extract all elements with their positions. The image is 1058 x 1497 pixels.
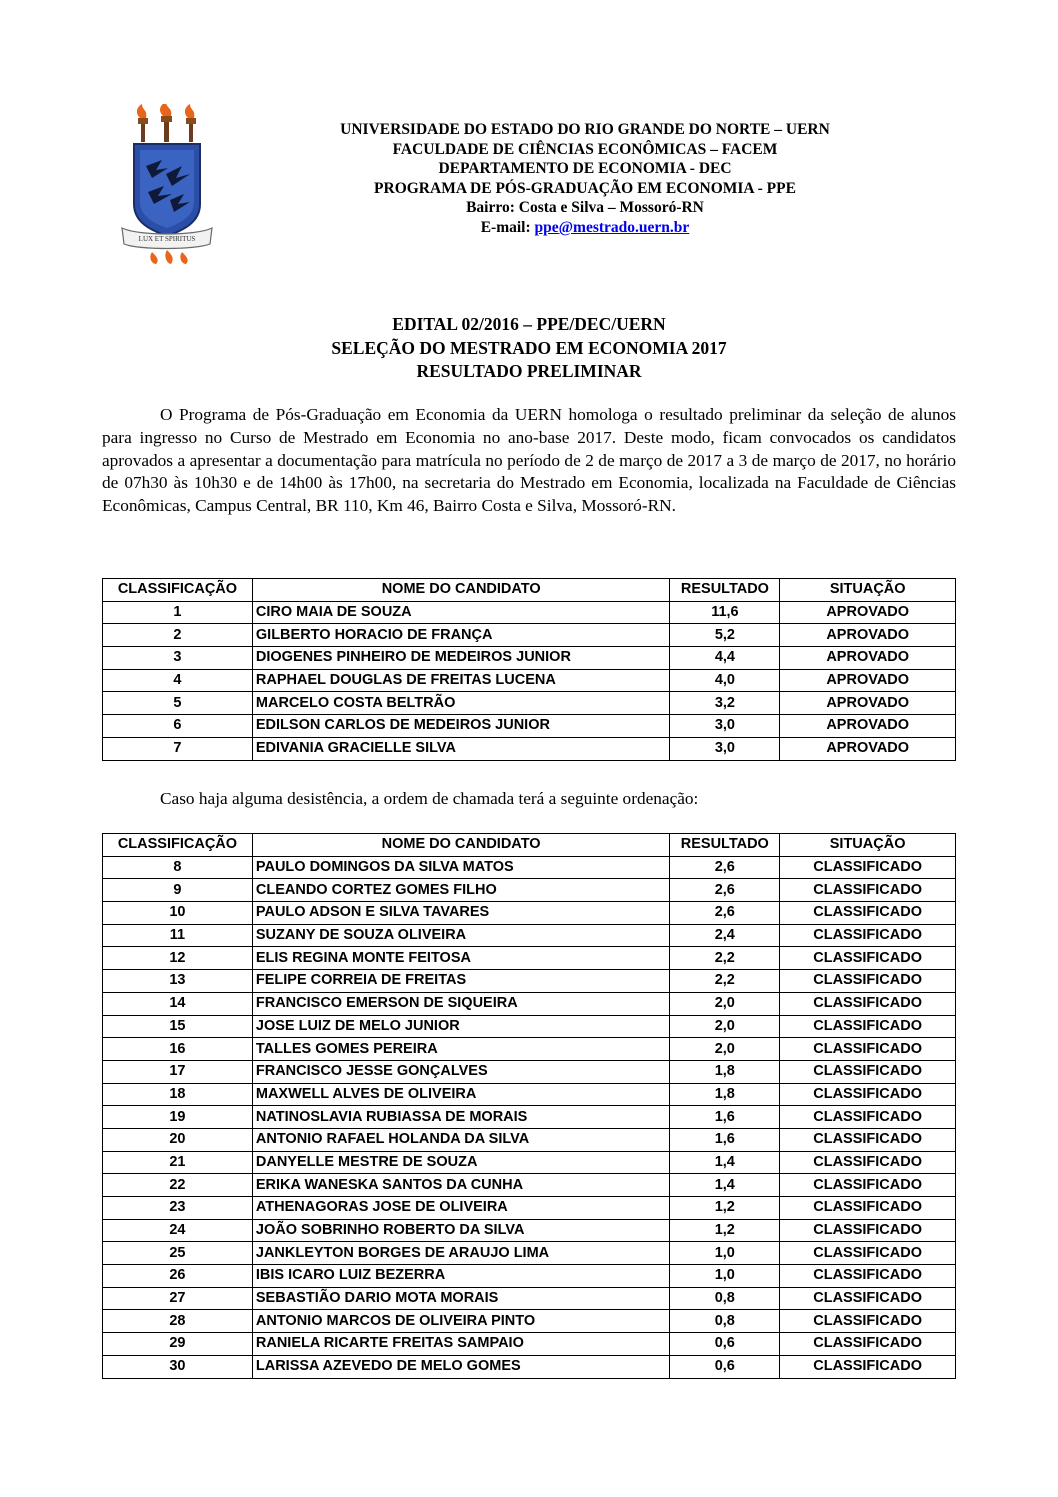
cell-status: APROVADO (780, 669, 956, 692)
table-row (103, 1128, 956, 1151)
cell-status: CLASSIFICADO (780, 1265, 956, 1288)
cell-result: 0,8 (670, 1310, 780, 1333)
cell-candidate-name: GILBERTO HORACIO DE FRANÇA (252, 624, 670, 647)
cell-status: CLASSIFICADO (780, 1174, 956, 1197)
cell-candidate-name: PAULO ADSON E SILVA TAVARES (252, 902, 669, 925)
institution-header (260, 120, 910, 238)
cell-result: 0,6 (670, 1355, 780, 1378)
cell-candidate-name: ATHENAGORAS JOSE DE OLIVEIRA (252, 1197, 669, 1220)
cell-result: 1,8 (670, 1083, 780, 1106)
cell-classification: 2 (103, 624, 253, 647)
cell-classification: 14 (103, 992, 253, 1015)
table-row (103, 624, 956, 647)
cell-status: CLASSIFICADO (780, 879, 956, 902)
column-header-result: RESULTADO (670, 579, 780, 602)
email-link[interactable]: ppe@mestrado.uern.br (534, 218, 690, 236)
column-header-status: SITUAÇÃO (780, 834, 956, 857)
cell-classification: 16 (103, 1038, 253, 1061)
cell-classification: 21 (103, 1151, 253, 1174)
cell-candidate-name: ANTONIO RAFAEL HOLANDA DA SILVA (252, 1128, 669, 1151)
cell-classification: 27 (103, 1287, 253, 1310)
cell-result: 3,2 (670, 692, 780, 715)
cell-classification: 13 (103, 970, 253, 993)
cell-candidate-name: DANYELLE MESTRE DE SOUZA (252, 1151, 669, 1174)
cell-result: 2,2 (670, 947, 780, 970)
table-row (103, 715, 956, 738)
cell-candidate-name: SUZANY DE SOUZA OLIVEIRA (252, 924, 669, 947)
edital-number: EDITAL 02/2016 – PPE/DEC/UERN (392, 314, 666, 334)
email-line (260, 218, 910, 238)
cell-classification: 1 (103, 601, 253, 624)
cell-candidate-name: EDILSON CARLOS DE MEDEIROS JUNIOR (252, 715, 670, 738)
cell-status: CLASSIFICADO (780, 970, 956, 993)
cell-status: CLASSIFICADO (780, 1038, 956, 1061)
cell-classification: 10 (103, 902, 253, 925)
table-row (103, 856, 956, 879)
table-row (103, 1310, 956, 1333)
selection-title: SELEÇÃO DO MESTRADO EM ECONOMIA 2017 (331, 337, 727, 358)
table-row (103, 737, 956, 760)
cell-candidate-name: FELIPE CORREIA DE FREITAS (252, 970, 669, 993)
cell-candidate-name: NATINOSLAVIA RUBIASSA DE MORAIS (252, 1106, 669, 1129)
cell-candidate-name: PAULO DOMINGOS DA SILVA MATOS (252, 856, 669, 879)
faculty-name: FACULDADE DE CIÊNCIAS ECONÔMICAS – FACEM (392, 140, 778, 158)
cell-status: CLASSIFICADO (780, 1197, 956, 1220)
cell-status: CLASSIFICADO (780, 1355, 956, 1378)
result-title: RESULTADO PRELIMINAR (416, 361, 642, 381)
cell-result: 2,6 (670, 879, 780, 902)
cell-status: CLASSIFICADO (780, 1333, 956, 1356)
cell-classification: 30 (103, 1355, 253, 1378)
table-row (103, 1106, 956, 1129)
flame-icon (150, 250, 187, 264)
email-label: E-mail: (480, 218, 535, 236)
cell-status: APROVADO (780, 647, 956, 670)
cell-candidate-name: MAXWELL ALVES DE OLIVEIRA (252, 1083, 669, 1106)
cell-candidate-name: SEBASTIÃO DARIO MOTA MORAIS (252, 1287, 669, 1310)
cell-candidate-name: MARCELO COSTA BELTRÃO (252, 692, 670, 715)
cell-result: 2,0 (670, 1015, 780, 1038)
classified-table-body (103, 856, 956, 1378)
cell-candidate-name: RAPHAEL DOUGLAS DE FREITAS LUCENA (252, 669, 670, 692)
cell-status: CLASSIFICADO (780, 947, 956, 970)
table-row (103, 992, 956, 1015)
cell-candidate-name: ERIKA WANESKA SANTOS DA CUNHA (252, 1174, 669, 1197)
cell-status: CLASSIFICADO (780, 1287, 956, 1310)
cell-candidate-name: JOÃO SOBRINHO ROBERTO DA SILVA (252, 1219, 669, 1242)
cell-result: 1,0 (670, 1265, 780, 1288)
cell-status: CLASSIFICADO (780, 992, 956, 1015)
table-row (103, 1015, 956, 1038)
cell-classification: 19 (103, 1106, 253, 1129)
column-header-status: SITUAÇÃO (780, 579, 956, 602)
cell-status: CLASSIFICADO (780, 902, 956, 925)
table-row (103, 601, 956, 624)
cell-result: 2,4 (670, 924, 780, 947)
waitlist-note: Caso haja alguma desistência, a ordem de chamada terá a seguinte ordenação: (160, 789, 699, 808)
table-row (103, 1219, 956, 1242)
cell-candidate-name: TALLES GOMES PEREIRA (252, 1038, 669, 1061)
cell-candidate-name: JOSE LUIZ DE MELO JUNIOR (252, 1015, 669, 1038)
cell-result: 4,4 (670, 647, 780, 670)
table-row (103, 692, 956, 715)
cell-status: CLASSIFICADO (780, 1151, 956, 1174)
cell-result: 1,6 (670, 1106, 780, 1129)
motto-text: LUX ET SPIRITUS (138, 235, 196, 243)
cell-status: CLASSIFICADO (780, 1060, 956, 1083)
table-row (103, 647, 956, 670)
table-header-row (103, 834, 956, 857)
university-crest-logo (118, 104, 216, 266)
cell-status: CLASSIFICADO (780, 1015, 956, 1038)
column-header-name: NOME DO CANDIDATO (252, 834, 669, 857)
cell-status: CLASSIFICADO (780, 924, 956, 947)
cell-classification: 28 (103, 1310, 253, 1333)
cell-result: 4,0 (670, 669, 780, 692)
table-row (103, 970, 956, 993)
cell-candidate-name: IBIS ICARO LUIZ BEZERRA (252, 1265, 669, 1288)
cell-classification: 9 (103, 879, 253, 902)
cell-classification: 6 (103, 715, 253, 738)
cell-status: APROVADO (780, 715, 956, 738)
cell-result: 0,8 (670, 1287, 780, 1310)
table-row (103, 1174, 956, 1197)
cell-classification: 12 (103, 947, 253, 970)
cell-result: 3,0 (670, 715, 780, 738)
cell-result: 1,2 (670, 1219, 780, 1242)
table-row (103, 1060, 956, 1083)
cell-candidate-name: RANIELA RICARTE FREITAS SAMPAIO (252, 1333, 669, 1356)
cell-classification: 17 (103, 1060, 253, 1083)
cell-status: APROVADO (780, 601, 956, 624)
cell-classification: 4 (103, 669, 253, 692)
cell-classification: 8 (103, 856, 253, 879)
cell-result: 2,6 (670, 856, 780, 879)
table-row (103, 669, 956, 692)
cell-candidate-name: FRANCISCO EMERSON DE SIQUEIRA (252, 992, 669, 1015)
address-line: Bairro: Costa e Silva – Mossoró-RN (466, 199, 704, 217)
column-header-classification: CLASSIFICAÇÃO (103, 834, 253, 857)
cell-result: 1,4 (670, 1174, 780, 1197)
approved-table (102, 578, 956, 761)
cell-status: CLASSIFICADO (780, 856, 956, 879)
table-row (103, 924, 956, 947)
cell-result: 1,0 (670, 1242, 780, 1265)
cell-result: 1,8 (670, 1060, 780, 1083)
table-row (103, 1197, 956, 1220)
cell-candidate-name: DIOGENES PINHEIRO DE MEDEIROS JUNIOR (252, 647, 670, 670)
cell-result: 1,2 (670, 1197, 780, 1220)
column-header-name: NOME DO CANDIDATO (252, 579, 670, 602)
cell-candidate-name: ELIS REGINA MONTE FEITOSA (252, 947, 669, 970)
table-row (103, 1242, 956, 1265)
torch-icon (137, 104, 148, 142)
cell-result: 2,6 (670, 902, 780, 925)
cell-classification: 23 (103, 1197, 253, 1220)
cell-classification: 29 (103, 1333, 253, 1356)
column-header-result: RESULTADO (670, 834, 780, 857)
cell-result: 3,0 (670, 737, 780, 760)
cell-status: CLASSIFICADO (780, 1310, 956, 1333)
cell-result: 2,0 (670, 992, 780, 1015)
cell-candidate-name: EDIVANIA GRACIELLE SILVA (252, 737, 670, 760)
table-row (103, 902, 956, 925)
cell-result: 5,2 (670, 624, 780, 647)
cell-status: APROVADO (780, 737, 956, 760)
table-row (103, 1038, 956, 1061)
cell-status: CLASSIFICADO (780, 1219, 956, 1242)
intro-paragraph: O Programa de Pós-Graduação em Economia da UERN homologa o resultado preliminar da seleção de alunos para ingresso no Curso de Mestrado em Economia no ano-base 2017. Deste modo, ficam convocados os candidatos aprovados a apresentar a documentação para matrícula no período de 2 de março de 2017 a 3 de março de 2017, no horário de 07h30 às 10h30 e de 14h00 às 17h00, na secretaria do Mestrado em Economia, localizada na Faculdade de Ciências Econômicas, Campus Central, BR 110, Km 46, Bairro Costa e Silva, Mossoró-RN. (102, 405, 956, 516)
cell-candidate-name: FRANCISCO JESSE GONÇALVES (252, 1060, 669, 1083)
cell-candidate-name: CIRO MAIA DE SOUZA (252, 601, 670, 624)
cell-classification: 3 (103, 647, 253, 670)
cell-result: 1,6 (670, 1128, 780, 1151)
document-title (100, 313, 958, 384)
cell-classification: 26 (103, 1265, 253, 1288)
cell-result: 2,0 (670, 1038, 780, 1061)
cell-candidate-name: JANKLEYTON BORGES DE ARAUJO LIMA (252, 1242, 669, 1265)
cell-classification: 15 (103, 1015, 253, 1038)
table-row (103, 879, 956, 902)
cell-classification: 20 (103, 1128, 253, 1151)
table-header-row (103, 579, 956, 602)
cell-result: 0,6 (670, 1333, 780, 1356)
university-name: UNIVERSIDADE DO ESTADO DO RIO GRANDE DO NORTE – UERN (340, 121, 830, 138)
classified-table (102, 833, 956, 1379)
cell-classification: 24 (103, 1219, 253, 1242)
cell-classification: 18 (103, 1083, 253, 1106)
cell-candidate-name: ANTONIO MARCOS DE OLIVEIRA PINTO (252, 1310, 669, 1333)
cell-classification: 25 (103, 1242, 253, 1265)
cell-status: CLASSIFICADO (780, 1083, 956, 1106)
cell-result: 2,2 (670, 970, 780, 993)
cell-status: APROVADO (780, 692, 956, 715)
approved-table-body (103, 601, 956, 760)
cell-status: CLASSIFICADO (780, 1128, 956, 1151)
cell-candidate-name: CLEANDO CORTEZ GOMES FILHO (252, 879, 669, 902)
torch-icon (185, 104, 196, 142)
table-row (103, 1083, 956, 1106)
cell-result: 11,6 (670, 601, 780, 624)
table-row (103, 1265, 956, 1288)
table-row (103, 1151, 956, 1174)
cell-status: APROVADO (780, 624, 956, 647)
cell-result: 1,4 (670, 1151, 780, 1174)
program-name: PROGRAMA DE PÓS-GRADUAÇÃO EM ECONOMIA - PPE (374, 179, 796, 197)
cell-classification: 7 (103, 737, 253, 760)
cell-classification: 5 (103, 692, 253, 715)
table-row (103, 1333, 956, 1356)
table-row (103, 1355, 956, 1378)
cell-classification: 22 (103, 1174, 253, 1197)
table-row (103, 947, 956, 970)
table-row (103, 1287, 956, 1310)
cell-status: CLASSIFICADO (780, 1242, 956, 1265)
cell-status: CLASSIFICADO (780, 1106, 956, 1129)
column-header-classification: CLASSIFICAÇÃO (103, 579, 253, 602)
department-name: DEPARTAMENTO DE ECONOMIA - DEC (438, 160, 732, 178)
torch-icon (160, 104, 172, 142)
cell-classification: 11 (103, 924, 253, 947)
cell-candidate-name: LARISSA AZEVEDO DE MELO GOMES (252, 1355, 669, 1378)
